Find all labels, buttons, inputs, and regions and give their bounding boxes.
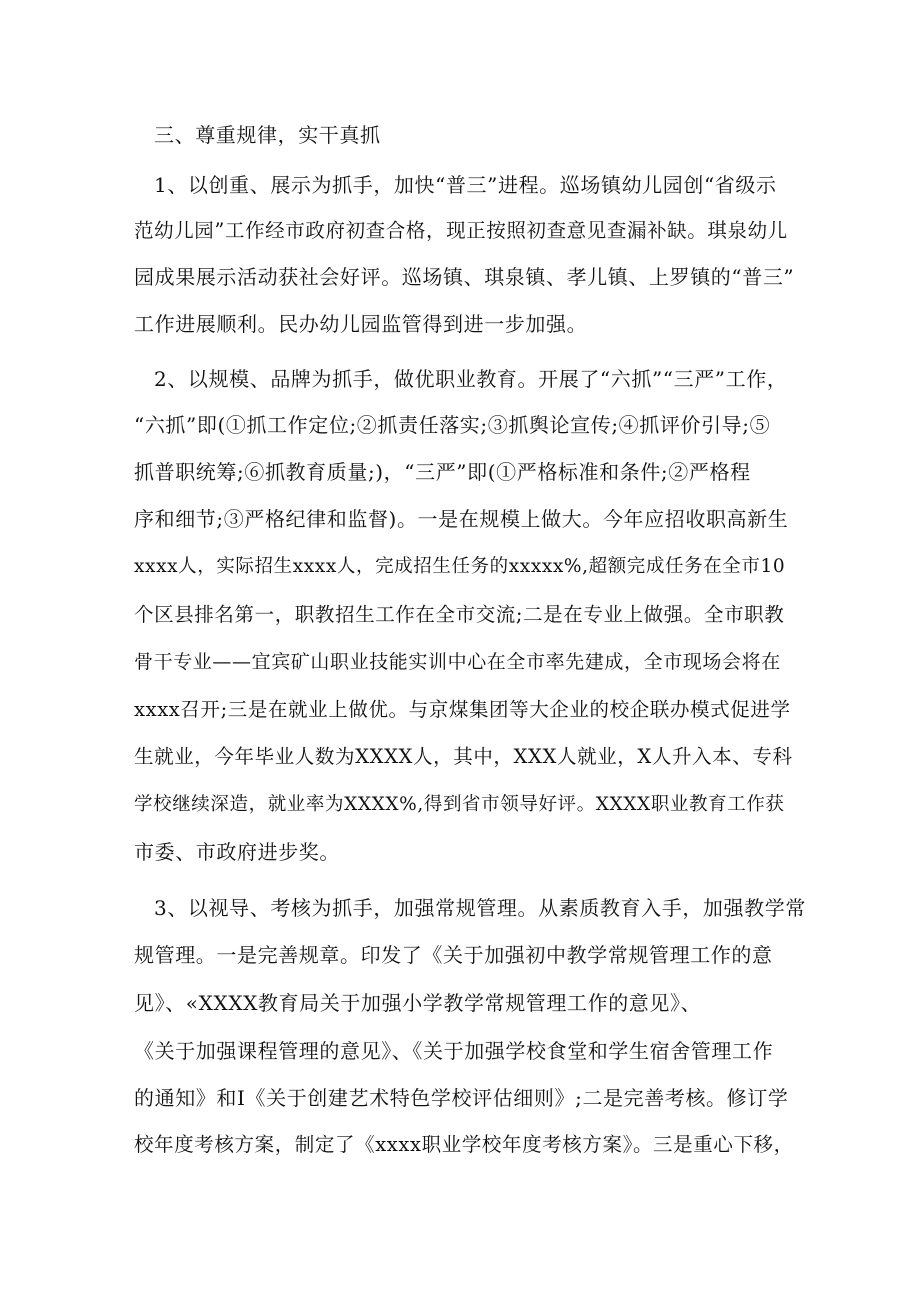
paragraph-3-line-1: 3、以视导、考核为抓手，加强常规管理。从素质教育入手，加强教学常 — [154, 896, 806, 920]
paragraph-2-line-10: 学校继续深造，就业率为XXXX%,得到省市领导好评。XXXX职业教育工作获 — [134, 794, 785, 815]
section-heading: 三、尊重规律，实干真抓 — [154, 123, 381, 147]
paragraph-1-line-4: 工作进展顺利。民办幼儿园监管得到进一步加强。 — [134, 312, 588, 336]
paragraph-2-line-2: “六抓”即(①抓工作定位;②抓责任落实;③抓舆论宣传;④抓评价引导;⑤ — [134, 413, 771, 437]
paragraph-3-line-3: 见》、«XXXX教育局关于加强小学教学常规管理工作的意见》、 — [134, 991, 702, 1015]
paragraph-1-line-3: 园成果展示活动获社会好评。巡场镇、琪泉镇、孝儿镇、上罗镇的“普三” — [134, 265, 795, 289]
paragraph-3-line-4: 《关于加强课程管理的意见》、《关于加强学校食堂和学生宿舍管理工作 — [134, 1039, 774, 1063]
paragraph-3-line-5: 的通知》和I《关于创建艺术特色学校评估细则》;二是完善考核。修订学 — [134, 1086, 789, 1110]
paragraph-3-line-6: 校年度考核方案，制定了《xxxx职业学校年度考核方案》。三是重心下移， — [134, 1133, 794, 1156]
paragraph-1-line-2: 范幼儿园”工作经市政府初查合格，现正按照初查意见查漏补缺。琪泉幼儿 — [134, 219, 788, 242]
paragraph-2-line-4: 序和细节;③严格纪律和监督)。一是在规模上做大。今年应招收职高新生 — [134, 507, 789, 531]
paragraph-2-line-6: 个区县排名第一，职教招生工作在全市交流;二是在专业上做强。全市职教 — [134, 603, 785, 626]
paragraph-2-line-5: xxxx人，实际招生xxxx人，完成招生任务的xxxxx%,超额完成任务在全市10 — [134, 556, 786, 577]
paragraph-2-line-3: 抓普职统筹;⑥抓教育质量;)，“三严”即(①严格标准和条件;②严格程 — [134, 460, 751, 484]
paragraph-3-line-2: 规管理。一是完善规章。印发了《关于加强初中教学常规管理工作的意 — [134, 943, 773, 967]
paragraph-2-line-9: 生就业，今年毕业人数为XXXX人，其中，XXX人就业，X人升入本、专科 — [134, 745, 793, 768]
paragraph-2-line-1: 2、以规模、品牌为抓手，做优职业教育。开展了“六抓”“三严”工作， — [154, 367, 788, 391]
paragraph-1-line-1: 1、以创重、展示为抓手，加快“普三”进程。巡场镇幼儿园创“省级示 — [154, 173, 777, 197]
paragraph-2-line-11: 市委、市政府进步奖。 — [134, 840, 340, 864]
paragraph-2-line-8: xxxx召开;三是在就业上做优。与京煤集团等大企业的校企联办模式促进学 — [134, 698, 791, 721]
paragraph-2-line-7: 骨干专业——宜宾矿山职业技能实训中心在全市率先建成，全市现场会将在 — [134, 651, 781, 673]
